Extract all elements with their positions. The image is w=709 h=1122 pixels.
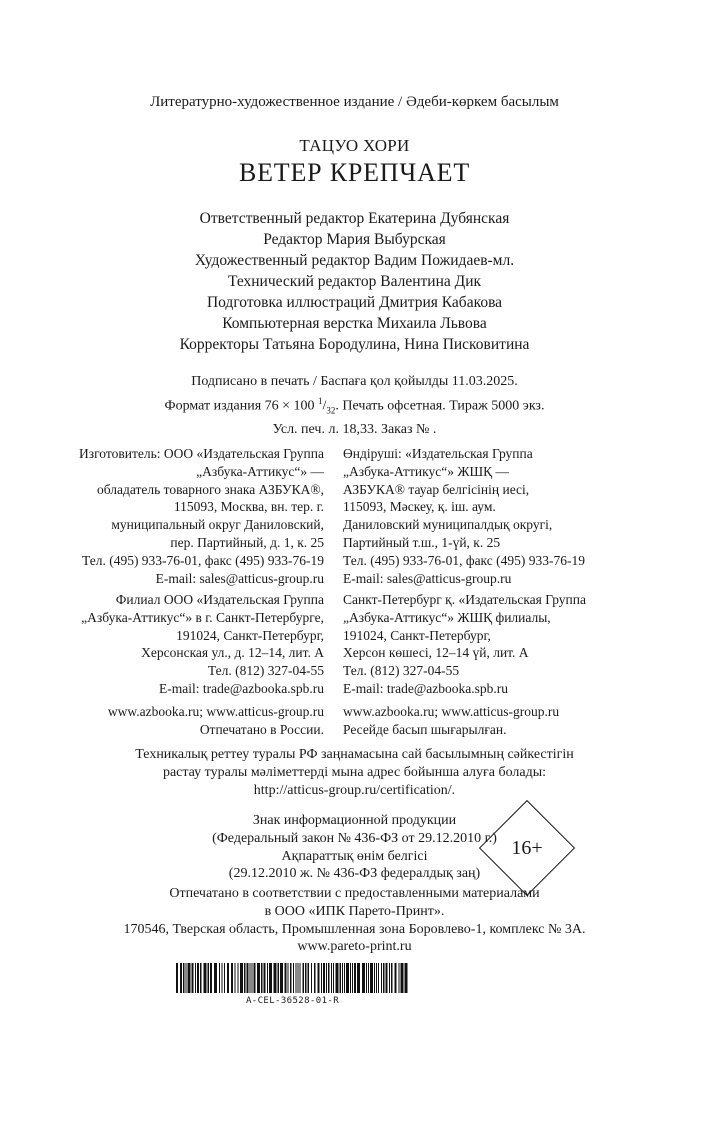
barcode-bar [264, 963, 266, 993]
barcode-bar [381, 963, 382, 993]
manufacturer-ru [79, 445, 324, 587]
manufacturer-kz [343, 445, 585, 587]
barcode-bar [298, 963, 299, 993]
text-line: Даниловский муниципалдық округі, [343, 517, 553, 533]
barcode-bar [370, 963, 373, 993]
barcode-bar [278, 963, 280, 993]
web-kz [343, 703, 559, 739]
credit-line: Художественный редактор Вадим Пожидаев-мл. [194, 252, 515, 269]
barcode-bar [395, 963, 397, 993]
credit-line: Корректоры Татьяна Бородулина, Нина Писковитина [179, 336, 530, 353]
barcode-bar [231, 963, 233, 993]
barcode-bar [222, 963, 223, 993]
text-line: Ақпараттық өнім белгісі [281, 848, 428, 864]
text-line: Отпечатано в соответствии с предоставленными материалами [169, 886, 540, 901]
barcode-text: A-CEL-36528-01-R [245, 996, 340, 1006]
text-line: Тел. (495) 933-76-01, факс (495) 933-76-19 [343, 552, 586, 568]
barcode-bar [378, 963, 379, 993]
barcode-bar [366, 963, 367, 993]
barcode-bar [323, 963, 325, 993]
text-line: Партийный т.ш., 1-үй, к. 25 [343, 534, 501, 550]
format-prefix: Формат издания 76 × 100 [164, 398, 319, 414]
barcode-bar [257, 963, 260, 993]
barcode-bar [405, 963, 408, 993]
text-line: Тел. (812) 327-04-55 [343, 663, 460, 679]
format-sub: 32 [326, 404, 336, 415]
barcode-bar [318, 963, 320, 993]
barcode-bar [346, 963, 349, 993]
author-name: ТАЦУО ХОРИ [299, 136, 410, 155]
barcode-bar [290, 963, 292, 993]
text-line: 115093, Москва, вн. тер. г. [173, 499, 324, 515]
barcode-bar [280, 963, 283, 993]
barcode-bar [195, 963, 196, 993]
barcode-bar [269, 963, 272, 993]
barcode-bar [227, 963, 229, 993]
info-sign-block [0, 812, 709, 883]
barcode-bar [342, 963, 343, 993]
barcode-bar [267, 963, 268, 993]
series-line: Литературно-художественное издание / Әдеби-көркем басылым [150, 94, 559, 110]
barcode-bar [401, 963, 404, 993]
format-line: Формат издания 76 × 100 $^1/_{32}$. Печать офсетная. Тираж 5000 экз. [164, 395, 545, 415]
age-rating-label: 16+ [511, 837, 543, 859]
barcode-bar [285, 963, 287, 993]
barcode-bar [391, 963, 393, 993]
text-line: E-mail: sales@atticus-group.ru [343, 570, 512, 586]
text-line: АЗБУКА® тауар белгісінің иесі, [343, 481, 530, 497]
barcode-bar [399, 963, 400, 993]
barcode-bar [247, 963, 249, 993]
text-line: 191024, Санкт-Петербург, [343, 627, 491, 643]
text-line: http://atticus-group.ru/certification/. [253, 783, 456, 798]
barcode-bar [254, 963, 256, 993]
text-line: Отпечатано в России. [199, 721, 324, 737]
barcode-bar [261, 963, 263, 993]
barcode-bar [180, 963, 182, 993]
text-line: Херсон көшесі, 12–14 үй, лит. А [343, 645, 529, 661]
text-line: растау туралы мәліметтерді мына адрес бойынша алуға болады: [162, 765, 547, 780]
text-line: „Азбука-Аттикус“» в г. Санкт-Петербурге, [81, 609, 324, 625]
text-line: Изготовитель: ООО «Издательская Группа [79, 446, 324, 461]
barcode-bar [208, 963, 210, 993]
barcode-bar [354, 963, 356, 993]
barcode-bar [386, 963, 388, 993]
barcode-bar [383, 963, 385, 993]
text-line: Өндіруші: «Издательская Группа [343, 446, 533, 461]
barcode-bar [235, 963, 236, 993]
barcode-bar [305, 963, 307, 993]
barcode-bar [344, 963, 345, 993]
text-line: „Азбука-Аттикус“» — [196, 463, 324, 479]
book-title: ВЕТЕР КРЕПЧАЕТ [238, 158, 471, 187]
credit-line: Редактор Мария Выбурская [263, 231, 446, 248]
barcode-bar [300, 963, 301, 993]
barcode-bar [368, 963, 369, 993]
text-line: E-mail: sales@atticus-group.ru [155, 570, 324, 586]
barcode-bar [321, 963, 322, 993]
format-sup: 1 [318, 395, 323, 406]
signed-line: Подписано в печать / Баспаға қол қойылды 11.03.2025. [191, 374, 518, 389]
barcode-bar [219, 963, 220, 993]
barcode-bar [296, 963, 297, 993]
barcode-bar [376, 963, 377, 993]
text-line: Знак информационной продукции [252, 813, 457, 828]
text-line: „Азбука-Аттикус“» ЖШҚ — [343, 463, 509, 479]
barcode-bar [333, 963, 334, 993]
printer-block [0, 885, 709, 956]
text-line: (29.12.2010 ж. № 436-ФЗ федералдық заң) [228, 866, 481, 882]
text-line: 115093, Мәскеу, қ. іш. аум. [343, 499, 496, 515]
barcode-bar [308, 963, 310, 993]
text-line: www.pareto-print.ru [297, 939, 412, 955]
text-line: Филиал ООО «Издательская Группа [115, 592, 324, 607]
barcode-bar [192, 963, 194, 993]
text-line: Тел. (495) 933-76-01, факс (495) 933-76-19 [81, 552, 324, 568]
barcode-bar [336, 963, 339, 993]
print-info-block [0, 372, 709, 440]
text-line: Санкт-Петербург қ. «Издательская Группа [343, 592, 586, 607]
barcode-bar [183, 963, 185, 993]
barcode-bar [331, 963, 332, 993]
barcode-bar [362, 963, 365, 993]
text-line: обладатель товарного знака АЗБУКА®, [96, 481, 324, 497]
barcode-bar [240, 963, 243, 993]
barcode-bar [197, 963, 199, 993]
text-line: Тел. (812) 327-04-55 [207, 663, 324, 679]
barcode-bar [210, 963, 212, 993]
text-line: „Азбука-Аттикус“» ЖШҚ филиалы, [343, 609, 551, 625]
barcode-bar [389, 963, 390, 993]
text-line: E-mail: trade@azbooka.spb.ru [159, 680, 324, 696]
barcode-bar [357, 963, 360, 993]
barcode-bar [250, 963, 251, 993]
text-line: Техникалық реттеу туралы РФ заңнамасына сай басылымның сәйкестігін [135, 747, 574, 762]
branch-ru [81, 591, 324, 698]
text-line: 191024, Санкт-Петербург, [176, 627, 324, 643]
barcode-image [176, 963, 409, 993]
credit-line: Компьютерная верстка Михаила Львова [222, 315, 487, 332]
barcode-bar [224, 963, 225, 993]
barcode-bar [274, 963, 277, 993]
format-suffix: . Печать офсетная. Тираж 5000 экз. [335, 398, 545, 414]
text-line: (Федеральный закон № 436-ФЗ от 29.12.2010 г.) [212, 830, 497, 846]
web-ru [108, 703, 324, 739]
text-line: Ресейде басып шығарылған. [343, 721, 507, 737]
barcode-bar [314, 963, 316, 993]
barcode-bar [293, 963, 294, 993]
text-line: E-mail: trade@azbooka.spb.ru [343, 680, 508, 696]
barcode-bar [350, 963, 351, 993]
credit-line: Технический редактор Валентина Дик [227, 273, 482, 290]
barcode-bar [326, 963, 327, 993]
barcode-bar [311, 963, 312, 993]
certification-block [0, 746, 709, 800]
text-line: www.azbooka.ru; www.atticus-group.ru [343, 704, 560, 719]
text-line: пер. Партийный, д. 1, к. 25 [170, 534, 324, 550]
text-line: муниципальный округ Даниловский, [111, 517, 324, 533]
barcode-bar [244, 963, 246, 993]
branch-kz [343, 591, 586, 698]
barcode-bar [214, 963, 217, 993]
credit-line: Ответственный редактор Екатерина Дубянская [199, 210, 510, 227]
barcode-bar [288, 963, 289, 993]
barcode-bar [204, 963, 207, 993]
barcode-bar [340, 963, 342, 993]
barcode-bar [252, 963, 253, 993]
credit-line: Подготовка иллюстраций Дмитрия Кабакова [206, 294, 503, 311]
text-line: Херсонская ул., д. 12–14, лит. А [141, 645, 324, 661]
barcode-bar [374, 963, 375, 993]
credits-block [0, 208, 709, 355]
text-line: 170546, Тверская область, Промышленная зона Боровлево-1, комплекс № 3А. [123, 921, 586, 937]
barcode-bar [186, 963, 187, 993]
barcode-bar [352, 963, 353, 993]
text-line: www.azbooka.ru; www.atticus-group.ru [107, 704, 324, 719]
sheets-line: Усл. печ. л. 18,33. Заказ № . [272, 422, 437, 438]
barcode-bar [176, 963, 178, 993]
barcode-bar [303, 963, 305, 993]
barcode-bar [328, 963, 330, 993]
barcode-bar [238, 963, 239, 993]
barcode-bar [188, 963, 191, 993]
text-line: в ООО «ИПК Парето-Принт». [264, 903, 445, 919]
barcode-bar [200, 963, 202, 993]
